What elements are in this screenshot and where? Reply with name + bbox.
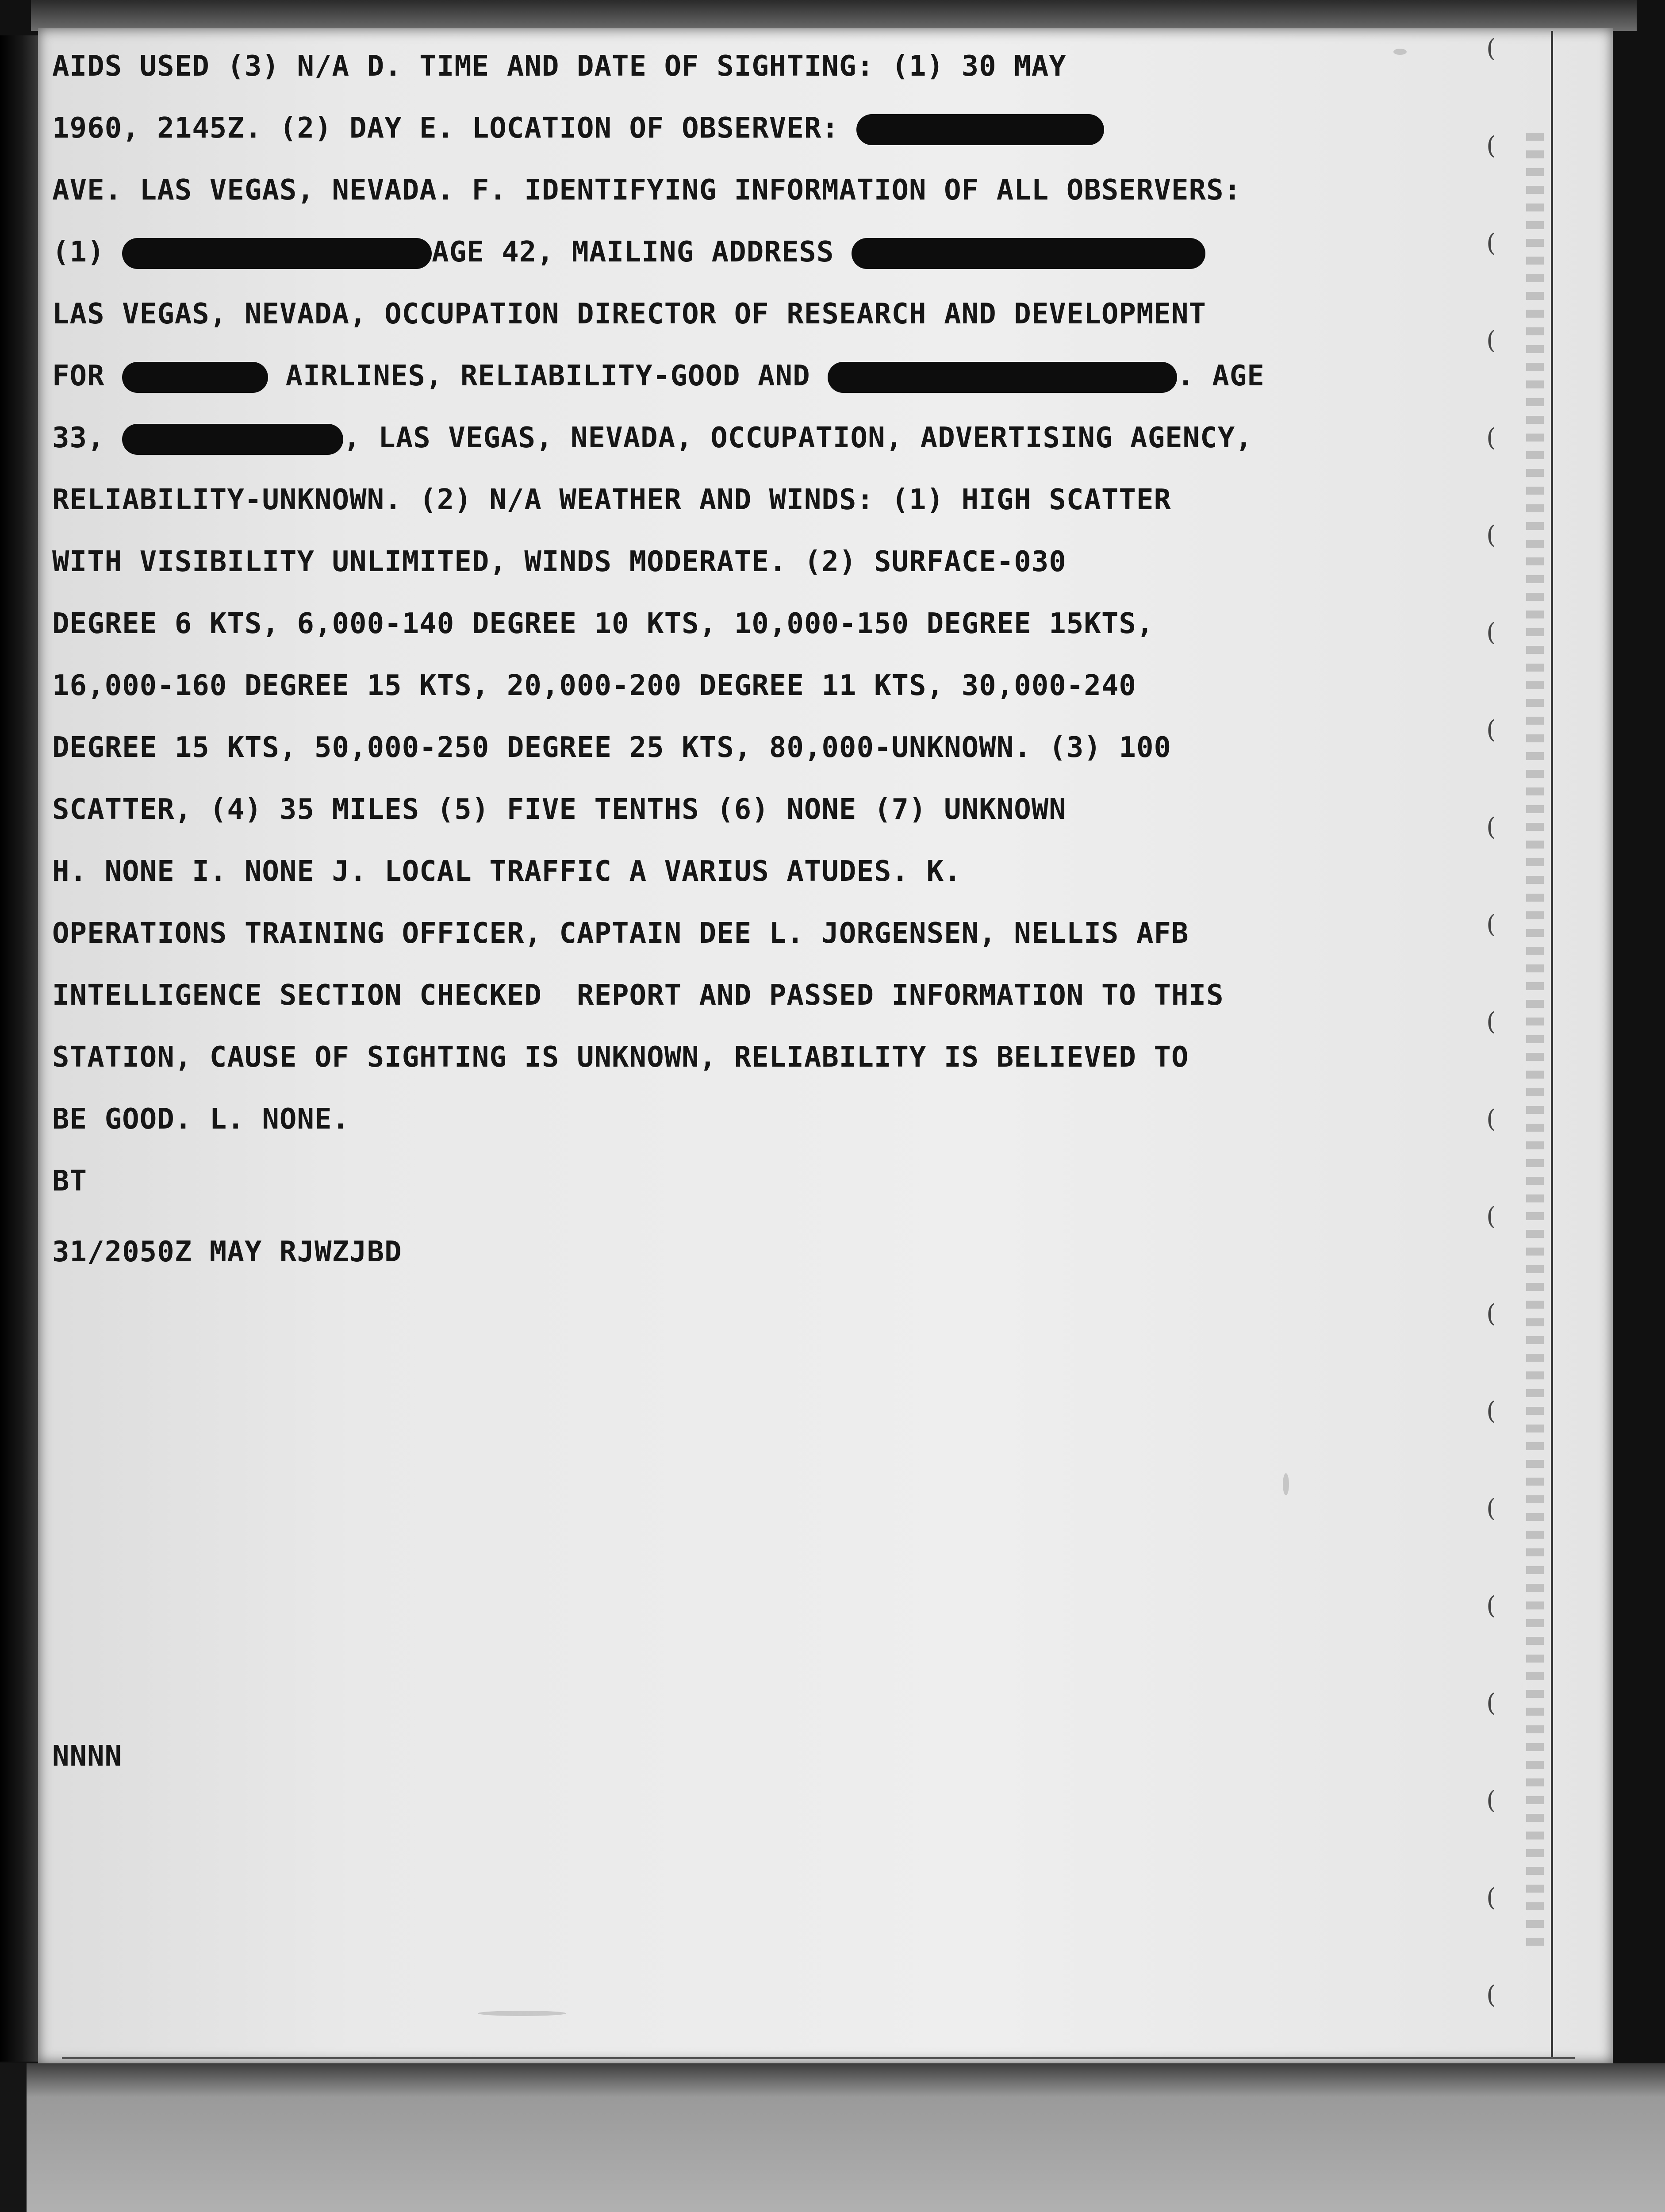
line-text: AIRLINES, RELIABILITY-GOOD AND bbox=[285, 360, 810, 392]
line-text: RELIABILITY-UNKNOWN. (2) N/A WEATHER AND WINDS: (1) HIGH SCATTER bbox=[52, 484, 1171, 516]
sprocket-hole-mark: ( bbox=[1486, 1299, 1496, 1328]
line-text: 1960, 2145Z. (2) DAY E. LOCATION OF OBSERVER: bbox=[52, 112, 839, 145]
sprocket-hole-mark: ( bbox=[1486, 229, 1496, 257]
redaction-mark bbox=[122, 238, 432, 269]
sprocket-hole-mark: ( bbox=[1486, 1689, 1496, 1717]
underlying-page-area bbox=[0, 2063, 1665, 2212]
line-text: NNNN bbox=[52, 1740, 123, 1773]
sprocket-hole-mark: ( bbox=[1486, 131, 1496, 160]
line-text: , LAS VEGAS, NEVADA, OCCUPATION, ADVERTISING AGENCY, bbox=[343, 422, 1253, 454]
line-text: DEGREE 6 KTS, 6,000-140 DEGREE 10 KTS, 10,000-150 DEGREE 15KTS, bbox=[52, 607, 1154, 640]
sprocket-hole-mark: ( bbox=[1486, 1007, 1496, 1036]
message-line bbox=[52, 730, 1171, 765]
sprocket-hole-mark: ( bbox=[1486, 1786, 1496, 1815]
line-text: BE GOOD. L. NONE. bbox=[52, 1103, 350, 1136]
sprocket-hole-mark: ( bbox=[1486, 1883, 1496, 1912]
message-line bbox=[52, 296, 1206, 332]
line-text: SCATTER, (4) 35 MILES (5) FIVE TENTHS (6) NONE (7) UNKNOWN bbox=[52, 793, 1067, 826]
form-margin-fine-print bbox=[1526, 133, 1544, 1947]
line-text: DEGREE 15 KTS, 50,000-250 DEGREE 25 KTS, 80,000-UNKNOWN. (3) 100 bbox=[52, 731, 1171, 764]
line-text: . AGE bbox=[1177, 360, 1265, 392]
redaction-mark bbox=[122, 424, 343, 455]
message-line bbox=[52, 1234, 402, 1270]
sprocket-hole-column bbox=[1486, 27, 1513, 2062]
line-text: 33, bbox=[52, 422, 105, 454]
ink-speck bbox=[478, 2011, 566, 2016]
message-line bbox=[52, 916, 1189, 951]
message-line bbox=[52, 668, 1136, 703]
sprocket-hole-mark: ( bbox=[1486, 1105, 1496, 1133]
sprocket-hole-mark: ( bbox=[1486, 1591, 1496, 1620]
redaction-mark bbox=[122, 362, 268, 393]
message-line bbox=[52, 544, 1067, 580]
line-text: WITH VISIBILITY UNLIMITED, WINDS MODERATE. (2) SURFACE-030 bbox=[52, 545, 1067, 578]
sprocket-hole-mark: ( bbox=[1486, 1397, 1496, 1425]
paper-right-border-line bbox=[1551, 31, 1553, 2057]
redaction-mark bbox=[828, 362, 1177, 393]
line-text: LAS VEGAS, NEVADA, OCCUPATION DIRECTOR OF RESEARCH AND DEVELOPMENT bbox=[52, 298, 1207, 330]
line-text: 31/2050Z MAY RJWZJBD bbox=[52, 1236, 402, 1268]
line-text: FOR bbox=[52, 360, 105, 392]
message-line bbox=[52, 792, 1067, 827]
line-text: OPERATIONS TRAINING OFFICER, CAPTAIN DEE L. JORGENSEN, NELLIS AFB bbox=[52, 917, 1189, 950]
message-line bbox=[52, 173, 1241, 208]
line-text: 16,000-160 DEGREE 15 KTS, 20,000-200 DEGREE 11 KTS, 30,000-240 bbox=[52, 669, 1136, 702]
message-line bbox=[52, 1164, 87, 1199]
paper-bottom-border-line bbox=[62, 2057, 1575, 2059]
sprocket-hole-mark: ( bbox=[1486, 1981, 1496, 2009]
message-line bbox=[52, 854, 962, 889]
sprocket-hole-mark: ( bbox=[1486, 1494, 1496, 1523]
line-text: (1) bbox=[52, 236, 105, 269]
message-line bbox=[52, 606, 1154, 641]
sprocket-hole-mark: ( bbox=[1486, 326, 1496, 355]
line-text: AIDS USED (3) N/A D. TIME AND DATE OF SIGHTING: (1) 30 MAY bbox=[52, 50, 1067, 83]
sprocket-hole-mark: ( bbox=[1486, 521, 1496, 549]
line-text: INTELLIGENCE SECTION CHECKED REPORT AND PASSED INFORMATION TO THIS bbox=[52, 979, 1224, 1012]
message-line bbox=[52, 1102, 349, 1137]
message-line bbox=[52, 1739, 122, 1774]
redaction-mark bbox=[856, 114, 1104, 145]
scan-top-edge bbox=[31, 0, 1637, 31]
message-line bbox=[52, 978, 1224, 1013]
message-line bbox=[52, 482, 1171, 518]
line-text: AGE 42, MAILING ADDRESS bbox=[432, 236, 834, 269]
scan-left-shadow bbox=[0, 35, 38, 2062]
ink-speck bbox=[1283, 1473, 1289, 1495]
message-line bbox=[52, 234, 1205, 270]
message-line bbox=[52, 111, 1104, 146]
sprocket-hole-mark: ( bbox=[1486, 910, 1496, 939]
line-text: BT bbox=[52, 1165, 88, 1198]
line-text: H. NONE I. NONE J. LOCAL TRAFFIC A VARIUS ATUDES. K. bbox=[52, 855, 962, 888]
message-line bbox=[52, 420, 1253, 456]
sprocket-hole-mark: ( bbox=[1486, 813, 1496, 841]
sprocket-hole-mark: ( bbox=[1486, 34, 1496, 63]
redaction-mark bbox=[852, 238, 1205, 269]
sprocket-hole-mark: ( bbox=[1486, 1202, 1496, 1231]
message-line bbox=[52, 1040, 1189, 1075]
ink-speck bbox=[1393, 49, 1407, 55]
line-text: STATION, CAUSE OF SIGHTING IS UNKNOWN, RELIABILITY IS BELIEVED TO bbox=[52, 1041, 1189, 1074]
underlying-page-left-shadow bbox=[0, 2063, 27, 2212]
sprocket-hole-mark: ( bbox=[1486, 618, 1496, 647]
message-line bbox=[52, 49, 1067, 84]
sprocket-hole-mark: ( bbox=[1486, 423, 1496, 452]
sprocket-hole-mark: ( bbox=[1486, 715, 1496, 744]
message-line bbox=[52, 358, 1265, 394]
line-text: AVE. LAS VEGAS, NEVADA. F. IDENTIFYING INFORMATION OF ALL OBSERVERS: bbox=[52, 174, 1242, 207]
